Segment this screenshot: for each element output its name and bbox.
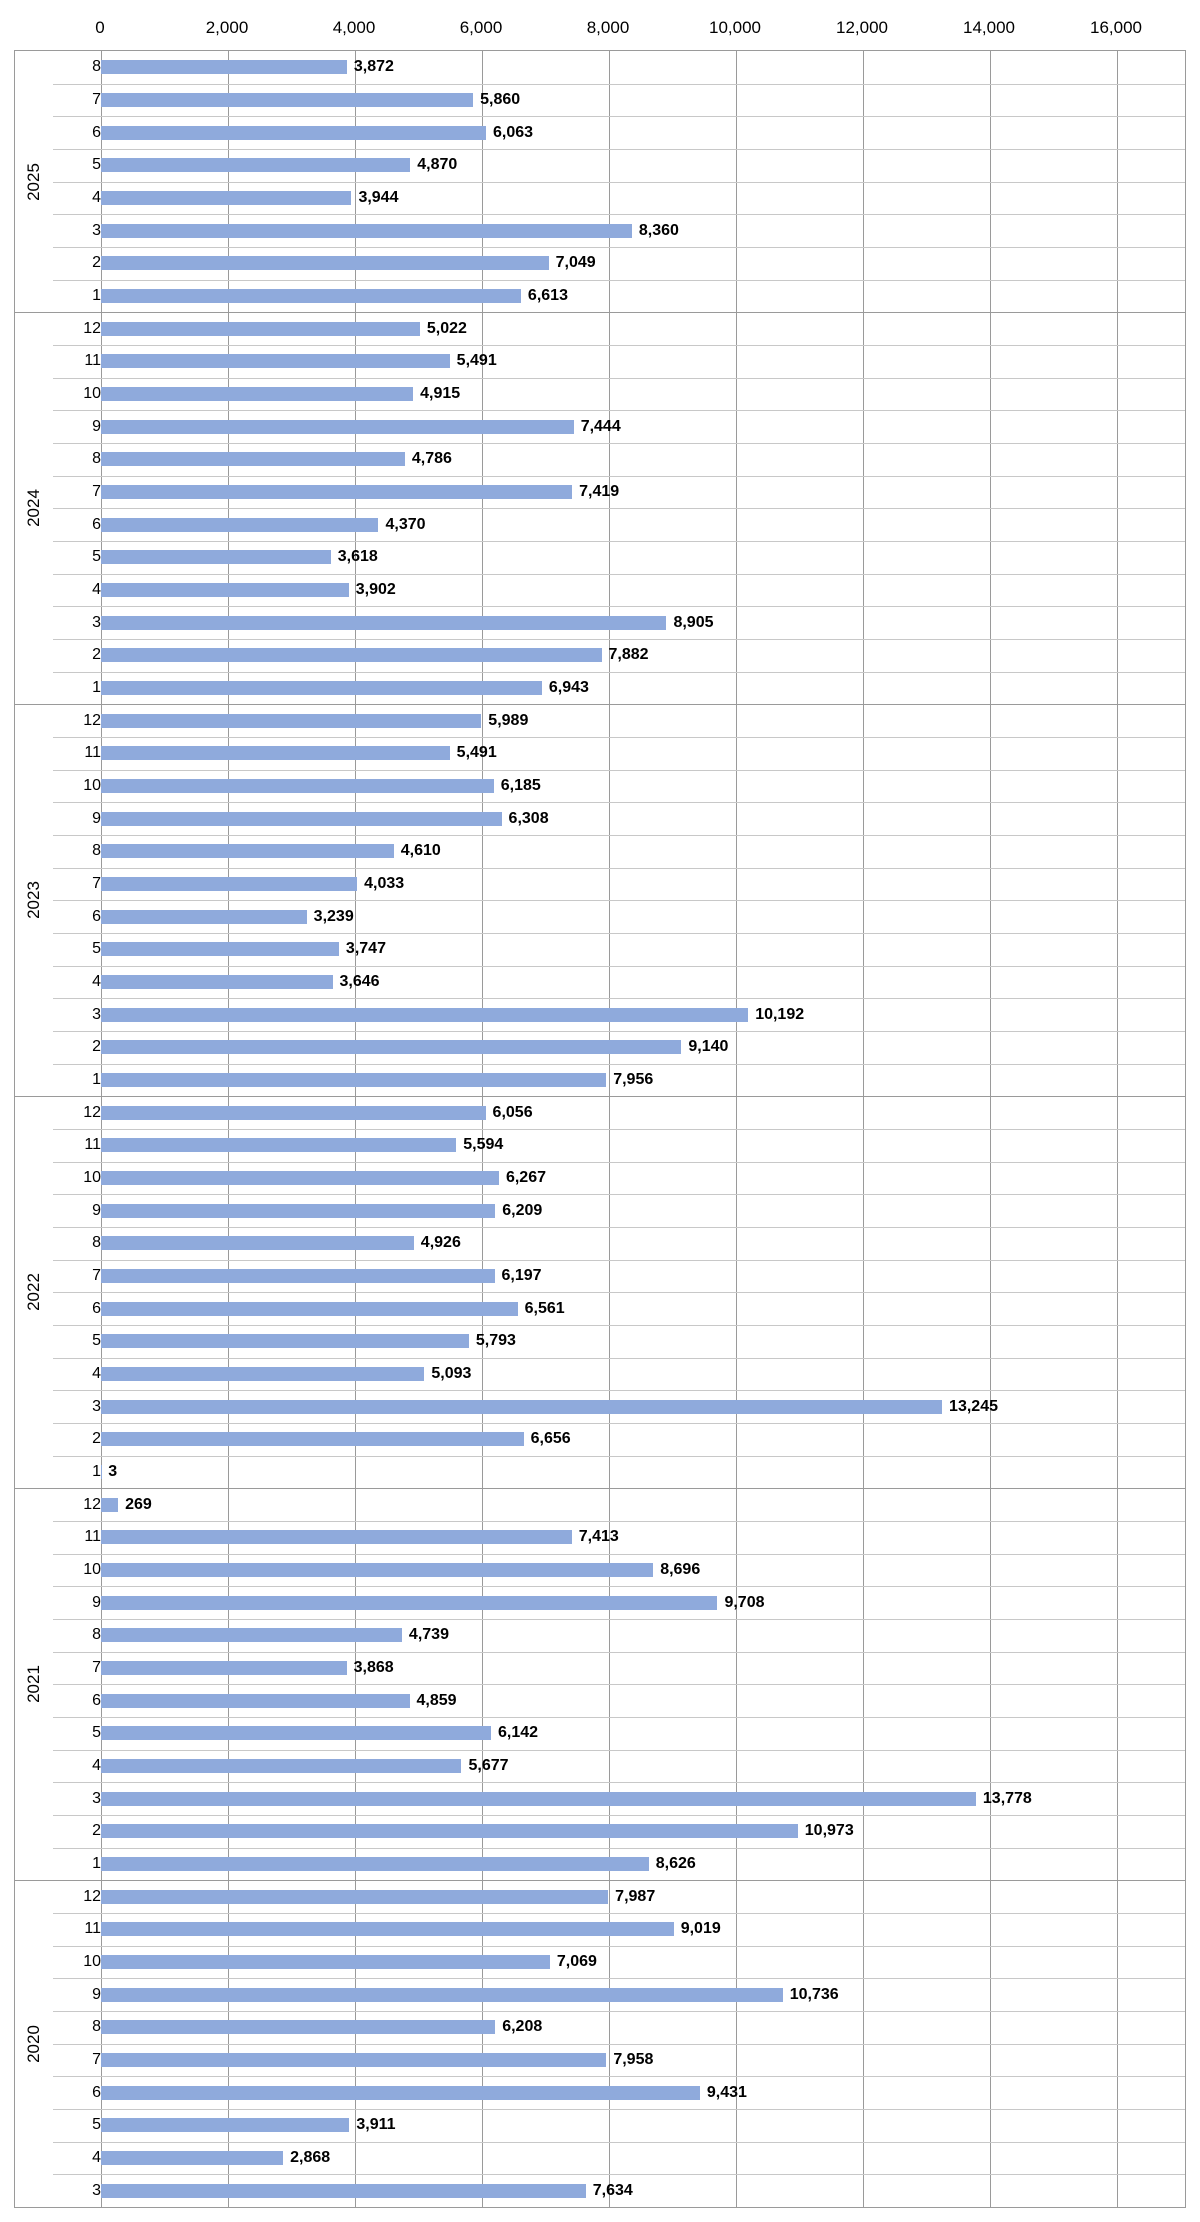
row-separator [53,1946,1185,1947]
row-separator [53,933,1185,934]
bar-value-label: 7,956 [613,1071,654,1088]
bar [101,420,574,434]
row-separator [53,1782,1185,1783]
month-label: 7 [92,875,101,892]
month-label: 6 [92,515,101,533]
bar-value-label: 8,360 [638,221,679,239]
bar-value-label: 7,444 [580,417,621,435]
month-label: 3 [92,2181,101,2199]
month-label: 8 [92,2018,101,2036]
bar [101,1498,118,1512]
row-separator [53,1292,1185,1293]
bar [101,1792,976,1806]
bar-value-label: 10,192 [755,1005,805,1023]
month-label: 5 [92,156,101,174]
row-separator [53,1325,1185,1326]
bar [101,289,521,303]
bar [101,158,410,172]
bar-value-label: 6,063 [493,123,534,141]
row-separator [53,378,1185,379]
month-label: 2 [92,1038,101,1056]
bar-value-label: 8,905 [673,613,714,631]
month-label: 2 [92,1430,101,1448]
month-label: 10 [83,1169,101,1186]
bar [101,1596,717,1610]
bar [101,779,494,793]
bar-value-label: 7,987 [615,1887,656,1905]
bar [101,1171,499,1185]
bar-value-label: 5,093 [431,1365,472,1382]
x-axis-tick-label: 4,000 [332,18,376,37]
bar [101,583,349,597]
bar-value-label: 6,267 [505,1169,546,1186]
bar [101,1955,550,1969]
bar-value-label: 6,209 [502,1201,543,1219]
bar-value-label: 8,696 [660,1561,701,1578]
month-label: 6 [92,123,101,141]
month-label: 12 [83,711,101,729]
year-group-label: 2024 [23,489,43,528]
year-group-label: 2020 [23,2024,43,2063]
bar-value-label: 3,239 [313,907,354,925]
month-label: 7 [92,2051,101,2068]
bar [101,60,347,74]
month-label: 1 [92,1071,101,1088]
bar [101,256,549,270]
bar [101,1073,606,1087]
bar-value-label: 13,245 [949,1397,998,1415]
bar-value-label: 5,677 [468,1757,509,1774]
bar [101,1890,608,1904]
group-separator [15,1096,1185,1097]
x-axis [14,14,1186,50]
row-separator [53,998,1185,999]
row-separator [53,868,1185,869]
row-separator [53,280,1185,281]
month-label: 1 [92,679,101,696]
bar [101,1432,524,1446]
row-separator [53,1194,1185,1195]
row-separator [53,1750,1185,1751]
month-label: 10 [83,1953,101,1970]
row-separator [53,1456,1185,1457]
bar-value-label: 3,868 [353,1659,394,1676]
month-label: 12 [83,1887,101,1905]
year-group-label: 2022 [23,1273,43,1312]
bar [101,322,420,336]
bar [101,1138,456,1152]
bar [101,354,450,368]
month-label: 11 [84,1528,101,1546]
row-separator [53,737,1185,738]
row-separator [53,1031,1185,1032]
bar-chart [14,14,1186,2208]
month-label: 7 [92,91,101,108]
bar [101,1759,461,1773]
month-label: 7 [92,1659,101,1676]
bar [101,224,632,238]
bar-value-label: 4,786 [411,450,452,468]
bar [101,1726,491,1740]
row-separator [53,2011,1185,2012]
month-label: 5 [92,1724,101,1742]
bar-value-label: 6,056 [492,1103,533,1121]
x-axis-tick-label: 0 [95,18,105,37]
month-label: 6 [92,1691,101,1709]
row-separator [53,2142,1185,2143]
month-label: 6 [92,907,101,925]
bar-value-label: 3,872 [353,58,394,76]
x-axis-tick-label: 2,000 [205,18,249,37]
bar-value-label: 7,634 [592,2181,633,2199]
bar-value-label: 7,958 [613,2051,654,2068]
x-axis-tick-label: 8,000 [586,18,630,37]
bar-value-label: 7,882 [608,646,649,664]
bar-value-label: 4,926 [420,1234,461,1252]
x-axis-tick-label: 10,000 [709,18,761,37]
row-separator [53,672,1185,673]
month-label: 9 [92,1593,101,1611]
row-separator [53,639,1185,640]
bar-value-label: 4,370 [385,515,426,533]
bar-value-label: 4,033 [364,875,405,892]
month-label: 4 [92,189,101,206]
month-label: 8 [92,450,101,468]
bar [101,1367,424,1381]
year-group-label: 2025 [23,162,43,201]
bar [101,648,602,662]
bar-value-label: 6,308 [508,809,549,827]
month-label: 11 [84,1920,101,1938]
row-separator [53,410,1185,411]
month-label: 4 [92,973,101,990]
bar-value-label: 6,197 [501,1267,542,1284]
bar [101,681,542,695]
month-label: 6 [92,2083,101,2101]
month-label: 4 [92,2149,101,2166]
bar [101,975,333,989]
bar [101,2184,586,2198]
bar-value-label: 5,989 [488,711,529,729]
bar [101,1334,469,1348]
bar [101,877,357,891]
row-separator [53,966,1185,967]
month-label: 12 [83,1495,101,1513]
bar [101,1988,783,2002]
bar-value-label: 6,142 [498,1724,539,1742]
month-label: 7 [92,483,101,500]
bar-value-label: 9,140 [688,1038,729,1056]
bar [101,2118,349,2132]
bar-value-label: 3,646 [339,973,380,990]
bar [101,1400,942,1414]
group-separator [15,1880,1185,1881]
bar [101,1008,748,1022]
row-separator [53,606,1185,607]
bar [101,1204,495,1218]
row-separator [53,2109,1185,2110]
bar [101,1857,649,1871]
row-separator [53,1358,1185,1359]
bar-value-label: 5,491 [456,744,497,762]
row-separator [53,1064,1185,1065]
bar [101,518,378,532]
row-separator [53,1717,1185,1718]
group-separator [15,312,1185,313]
bar-value-label: 3,747 [345,940,386,958]
bar [101,452,405,466]
month-label: 1 [92,1855,101,1872]
row-separator [53,1913,1185,1914]
bar-value-label: 9,019 [680,1920,721,1938]
month-label: 2 [92,1822,101,1840]
row-separator [53,149,1185,150]
bar [101,1302,518,1316]
group-separator [15,1488,1185,1489]
row-separator [53,1521,1185,1522]
bar [101,93,473,107]
month-label: 5 [92,1332,101,1350]
row-separator [53,1684,1185,1685]
month-label: 3 [92,613,101,631]
month-label: 1 [92,1463,101,1480]
bar-value-label: 3,618 [337,548,378,566]
month-label: 2 [92,254,101,272]
row-separator [53,2076,1185,2077]
bar-value-label: 6,208 [502,2018,543,2036]
month-label: 9 [92,1985,101,2003]
bar-value-label: 13,778 [982,1789,1032,1807]
bar-value-label: 269 [125,1495,152,1513]
bar-value-label: 6,943 [548,679,589,696]
year-group-label: 2021 [23,1665,43,1704]
bar [101,126,486,140]
bar [101,550,331,564]
bar-value-label: 9,708 [724,1593,765,1611]
bar-value-label: 6,656 [530,1430,571,1448]
row-separator [53,345,1185,346]
month-label: 4 [92,581,101,598]
bar-value-label: 5,491 [456,352,497,370]
month-label: 4 [92,1365,101,1382]
row-separator [53,1586,1185,1587]
bar [101,2151,283,2165]
bar-value-label: 10,736 [789,1985,839,2003]
row-separator [53,476,1185,477]
bar [101,942,339,956]
row-separator [53,247,1185,248]
bar-value-label: 5,594 [463,1136,504,1154]
bar-value-label: 5,860 [480,91,521,108]
month-label: 1 [92,287,101,304]
bar [101,387,413,401]
bar-value-label: 7,049 [555,254,596,272]
bar [101,910,307,924]
bar [101,1106,486,1120]
bar [101,1236,414,1250]
bar [101,191,351,205]
bar-value-label: 4,870 [417,156,458,174]
bar [101,1628,402,1642]
bar-value-label: 4,859 [416,1691,457,1709]
row-separator [53,116,1185,117]
month-label: 9 [92,809,101,827]
month-label: 3 [92,1005,101,1023]
row-separator [53,1848,1185,1849]
bar-value-label: 2,868 [290,2149,331,2166]
bar [101,1824,798,1838]
bar-value-label: 7,413 [578,1528,619,1546]
bar [101,812,502,826]
bar [101,1922,674,1936]
row-separator [53,1227,1185,1228]
row-separator [53,84,1185,85]
bar [101,2020,495,2034]
row-separator [53,1652,1185,1653]
month-label: 12 [83,319,101,337]
row-separator [53,1554,1185,1555]
row-separator [53,1260,1185,1261]
bar [101,1563,653,1577]
month-label: 5 [92,940,101,958]
bar-value-label: 3,944 [358,189,399,206]
bar [101,1040,681,1054]
row-separator [53,1423,1185,1424]
bar [101,616,666,630]
row-separator [53,1619,1185,1620]
row-separator [53,770,1185,771]
bar [101,746,450,760]
month-label: 3 [92,221,101,239]
row-separator [53,1978,1185,1979]
month-label: 2 [92,646,101,664]
month-label: 11 [84,352,101,370]
x-axis-tick-label: 6,000 [459,18,503,37]
bar [101,844,394,858]
row-separator [53,443,1185,444]
year-group-label: 2023 [23,881,43,920]
x-axis-tick-label: 12,000 [836,18,888,37]
bar-value-label: 5,793 [475,1332,516,1350]
plot-inner [15,51,1185,2207]
row-separator [53,182,1185,183]
month-label: 7 [92,1267,101,1284]
row-separator [53,802,1185,803]
row-separator [53,508,1185,509]
month-label: 5 [92,548,101,566]
month-label: 11 [84,744,101,762]
month-label: 8 [92,1234,101,1252]
bar [101,2086,700,2100]
month-label: 4 [92,1757,101,1774]
row-separator [53,835,1185,836]
group-separator [15,704,1185,705]
month-label: 11 [84,1136,101,1154]
row-separator [53,1815,1185,1816]
plot-area [14,50,1186,2208]
month-label: 8 [92,842,101,860]
bar [101,485,572,499]
row-separator [53,2174,1185,2175]
month-label: 9 [92,1201,101,1219]
row-separator [53,1129,1185,1130]
month-label: 3 [92,1789,101,1807]
month-label: 6 [92,1299,101,1317]
bar-value-label: 7,419 [579,483,620,500]
month-label: 10 [83,777,101,794]
row-separator [53,541,1185,542]
row-separator [53,2044,1185,2045]
month-label: 12 [83,1103,101,1121]
bar-value-label: 4,915 [420,385,461,402]
bar-value-label: 9,431 [706,2083,747,2101]
bar-value-label: 6,561 [524,1299,565,1317]
month-label: 3 [92,1397,101,1415]
bar-value-label: 3,911 [356,2116,396,2134]
bar-value-label: 3 [108,1463,118,1480]
row-separator [53,574,1185,575]
month-label: 8 [92,58,101,76]
month-label: 10 [83,1561,101,1578]
month-label: 5 [92,2116,101,2134]
bar-value-label: 5,022 [426,319,467,337]
row-separator [53,900,1185,901]
month-label: 10 [83,385,101,402]
bar-value-label: 6,613 [527,287,568,304]
month-label: 8 [92,1626,101,1644]
bar-value-label: 7,069 [556,1953,597,1970]
row-separator [53,214,1185,215]
x-axis-tick-label: 14,000 [963,18,1015,37]
bar-value-label: 4,610 [400,842,441,860]
bar-value-label: 8,626 [655,1855,696,1872]
bar [101,714,481,728]
x-axis-tick-label: 16,000 [1090,18,1142,37]
bar [101,1530,572,1544]
bar-value-label: 6,185 [500,777,541,794]
bar [101,2053,606,2067]
bar-value-label: 4,739 [408,1626,449,1644]
bar [101,1694,410,1708]
row-separator [53,1390,1185,1391]
bar-value-label: 3,902 [355,581,396,598]
month-label: 9 [92,417,101,435]
bar-value-label: 10,973 [804,1822,854,1840]
bar [101,1661,347,1675]
row-separator [53,1162,1185,1163]
bar [101,1269,495,1283]
